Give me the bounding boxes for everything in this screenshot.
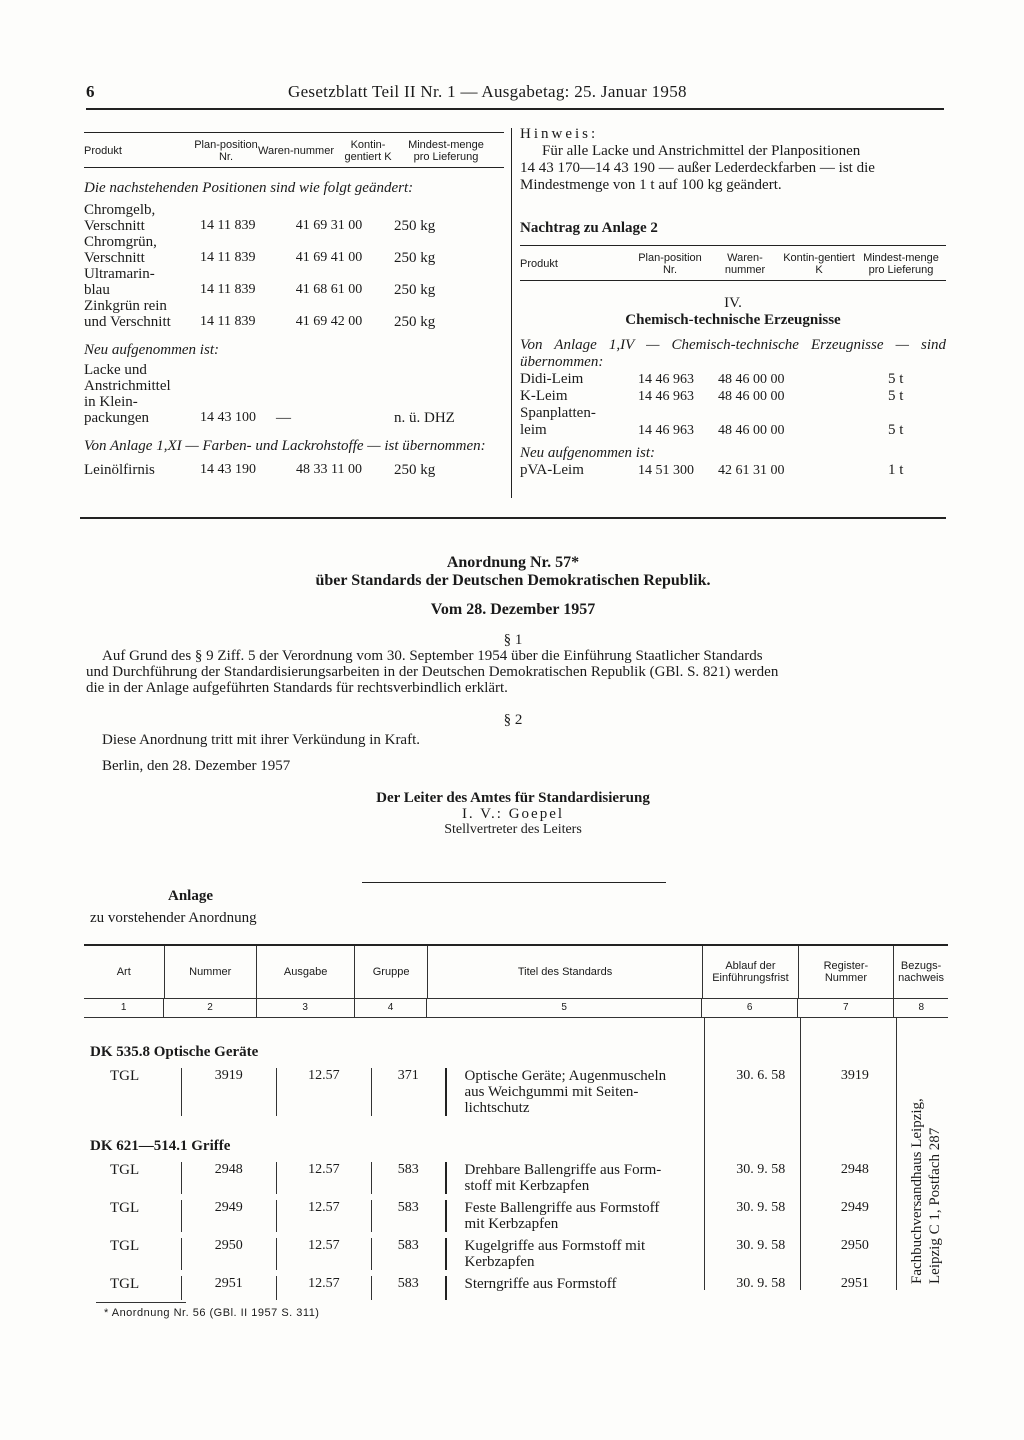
anlage-body	[90, 1044, 902, 1300]
hinweis-line: Mindestmenge von 1 t auf 100 kg geändert.	[520, 177, 782, 193]
ausgabe: 12.57	[277, 1200, 372, 1232]
ablauf: 30. 9. 58	[736, 1276, 786, 1291]
anlage-title: Anlage	[168, 888, 213, 904]
col-warennummer: Waren-nummer	[724, 252, 766, 276]
section-title: Chemisch-technische Erzeugnisse	[625, 312, 841, 328]
mindestmenge: 250 kg	[394, 218, 436, 234]
paragraph-text: Diese Anordnung tritt mit ihrer Verkündung in Kraft.	[102, 732, 421, 748]
titel	[445, 1276, 714, 1300]
waren-nummer: 41 68 61 00	[295, 282, 363, 297]
col-ausgabe: Ausgabe	[257, 946, 355, 998]
mindestmenge: 250 kg	[394, 282, 436, 298]
col-register: Register-Nummer	[799, 946, 894, 998]
col-kontingentiert: Kontin-gentiert K	[344, 139, 392, 163]
anlage-table	[84, 944, 948, 1018]
register-nummer: 2948	[840, 1162, 869, 1177]
col-ablauf: Ablauf der Einführungsfrist	[703, 946, 798, 998]
plan-position: 14 11 839	[200, 218, 256, 233]
page-header	[86, 82, 944, 110]
titel-line: aus Weichgummi mit Seiten-	[464, 1084, 639, 1100]
table-row	[90, 1162, 902, 1194]
ablauf: 30. 9. 58	[736, 1238, 786, 1253]
titel-line: Feste Ballengriffe aus Formstoff	[464, 1200, 660, 1216]
plan-position: 14 43 100	[200, 410, 256, 425]
titel	[445, 1068, 714, 1116]
paragraph-text: Auf Grund des § 9 Ziff. 5 der Verordnung vom 30. September 1954 über die Einführung Staatlicher Standards	[102, 648, 763, 664]
titel-line: Kerbzapfen	[464, 1254, 535, 1270]
col-art: Art	[84, 946, 165, 998]
mindestmenge: 5 t	[888, 388, 904, 404]
column-number: 4	[355, 999, 427, 1017]
ausgabe: 12.57	[277, 1162, 372, 1194]
signature-role: Stellvertreter des Leiters	[444, 822, 582, 837]
titel-line: Optische Geräte; Augenmuscheln	[464, 1068, 667, 1084]
register-nummer: 2951	[840, 1276, 869, 1291]
table-header	[520, 246, 946, 280]
art: TGL	[110, 1162, 140, 1178]
ausgabe: 12.57	[277, 1276, 372, 1300]
product-name: Verschnitt	[84, 218, 145, 234]
plan-position: 14 46 963	[638, 372, 694, 387]
product-name: in Klein-	[84, 394, 138, 410]
col-mindestmenge: Mindest-menge pro Lieferung	[408, 139, 484, 163]
mindestmenge: n. ü. DHZ	[394, 410, 455, 426]
register-nummer: 2949	[840, 1200, 869, 1215]
footnote-rule	[96, 1302, 186, 1303]
table-row	[84, 298, 504, 330]
waren-nummer: 41 69 41 00	[295, 250, 363, 265]
titel	[445, 1162, 714, 1194]
note-changed: Die nachstehenden Positionen sind wie folgt geändert:	[84, 180, 414, 196]
titel-line: Drehbare Ballengriffe aus Form-	[464, 1162, 662, 1178]
waren-nummer: 42 61 31 00	[718, 463, 785, 478]
table-row	[84, 266, 504, 298]
anlage-subtitle: zu vorstehender Anordnung	[90, 910, 257, 926]
product-name: leim	[520, 422, 547, 438]
decree	[80, 554, 946, 838]
right-column	[520, 126, 946, 479]
ausgabe: 12.57	[277, 1238, 372, 1270]
product-name: Anstrichmittel	[84, 378, 171, 394]
mindestmenge: 250 kg	[394, 250, 436, 266]
art: TGL	[110, 1238, 140, 1254]
table-header	[84, 946, 948, 998]
product-name: Chromgelb,	[84, 202, 156, 218]
waren-nummer: 48 46 00 00	[718, 423, 785, 438]
ablauf: 30. 9. 58	[736, 1162, 786, 1177]
titel	[445, 1238, 714, 1270]
place-date: Berlin, den 28. Dezember 1957	[102, 758, 291, 774]
col-produkt: Produkt	[84, 145, 122, 157]
group-title: DK 621—514.1 Griffe	[90, 1138, 231, 1154]
plan-position: 14 46 963	[638, 423, 694, 438]
hinweis-line: Für alle Lacke und Anstrichmittel der Planpositionen	[542, 143, 861, 159]
col-planposition: Plan-position Nr.	[638, 252, 702, 276]
table-row	[90, 1068, 902, 1116]
hinweis-label: Hinweis:	[520, 126, 599, 142]
plan-position: 14 11 839	[200, 250, 256, 265]
mindestmenge: 5 t	[888, 422, 904, 438]
product-name: Didi-Leim	[520, 371, 584, 387]
product-name: pVA-Leim	[520, 462, 584, 478]
table-header-rule	[520, 280, 946, 281]
table-row	[90, 1238, 902, 1270]
nummer: 2948	[181, 1162, 277, 1194]
col-gruppe: Gruppe	[355, 946, 428, 998]
gruppe: 583	[397, 1200, 419, 1215]
waren-nummer: —	[276, 410, 291, 426]
product-name: Chromgrün,	[84, 234, 157, 250]
signature-name: I. V.: Goepel	[461, 806, 565, 822]
decree-date: Vom 28. Dezember 1957	[430, 601, 596, 618]
table-row	[520, 405, 946, 439]
waren-nummer: 48 46 00 00	[718, 372, 785, 387]
plan-position: 14 43 190	[200, 462, 256, 477]
ausgabe: 12.57	[277, 1068, 372, 1116]
gruppe: 583	[397, 1238, 419, 1253]
art: TGL	[110, 1276, 140, 1292]
waren-nummer: 48 33 11 00	[296, 462, 362, 477]
col-produkt: Produkt	[520, 258, 558, 270]
column-number: 1	[84, 999, 164, 1017]
table-row	[90, 1200, 902, 1232]
nummer: 2949	[181, 1200, 277, 1232]
column-number: 2	[164, 999, 256, 1017]
product-name: packungen	[84, 410, 149, 426]
ablauf: 30. 6. 58	[736, 1068, 786, 1083]
bezug-line: Fachbuchversandhaus Leipzig,	[909, 1098, 925, 1284]
col-planposition: Plan-position Nr.	[194, 139, 258, 163]
nummer: 2950	[181, 1238, 277, 1270]
column-number: 6	[702, 999, 798, 1017]
register-nummer: 3919	[840, 1068, 869, 1083]
table-row	[84, 202, 504, 234]
register-nummer: 2950	[840, 1238, 869, 1253]
signature-divider	[362, 882, 666, 883]
art: TGL	[110, 1068, 140, 1084]
page-number: 6	[86, 82, 95, 101]
left-product-table	[84, 132, 504, 478]
waren-nummer: 48 46 00 00	[718, 389, 785, 404]
plan-position: 14 51 300	[638, 463, 694, 478]
decree-title: Anordnung Nr. 57*	[446, 554, 580, 571]
product-name: K-Leim	[520, 388, 568, 404]
waren-nummer: 41 69 31 00	[295, 218, 363, 233]
product-name: Leinölfirnis	[84, 462, 155, 478]
nummer: 3919	[181, 1068, 277, 1116]
footnote: * Anordnung Nr. 56 (GBl. II 1957 S. 311)	[104, 1307, 320, 1319]
gruppe: 583	[397, 1276, 419, 1291]
column-number: 7	[798, 999, 894, 1017]
mindestmenge: 250 kg	[394, 314, 436, 330]
nachtrag-title: Nachtrag zu Anlage 2	[520, 220, 658, 236]
table-row	[520, 371, 946, 388]
bezugsnachweis	[908, 1044, 944, 1284]
column-number: 5	[427, 999, 702, 1017]
paragraph-text: und Durchführung der Standardisierungsarbeiten in der Deutschen Demokratischen Republik (GBl. S. 821) werden	[86, 664, 779, 680]
col-nummer: Nummer	[165, 946, 257, 998]
titel	[445, 1200, 714, 1232]
col-titel: Titel des Standards	[428, 946, 703, 998]
titel-line: Kugelgriffe aus Formstoff mit	[464, 1238, 646, 1254]
paragraph-number: § 1	[503, 632, 523, 648]
mindestmenge: 1 t	[888, 462, 904, 478]
column-number: 3	[257, 999, 355, 1017]
titel-line: stoff mit Kerbzapfen	[464, 1178, 590, 1194]
titel-line: lichtschutz	[464, 1100, 530, 1116]
paragraph-number: § 2	[503, 712, 523, 728]
product-name: Zinkgrün rein	[84, 298, 167, 314]
product-name: Lacke und	[84, 362, 147, 378]
table-row	[84, 234, 504, 266]
product-name: blau	[84, 282, 110, 298]
product-name: Ultramarin-	[84, 266, 155, 282]
column-number: 8	[918, 1002, 924, 1013]
section-number: IV.	[724, 295, 742, 311]
note-new: Neu aufgenommen ist:	[520, 445, 655, 461]
col-mindestmenge: Mindest-menge pro Lieferung	[863, 252, 939, 276]
table-row	[520, 462, 946, 479]
titel-line: mit Kerbzapfen	[464, 1216, 559, 1232]
note-new: Neu aufgenommen ist:	[84, 342, 219, 358]
product-name: und Verschnitt	[84, 314, 171, 330]
plan-position: 14 11 839	[200, 282, 256, 297]
page-title: Gesetzblatt Teil II Nr. 1 — Ausgabetag: 25. Januar 1958	[288, 82, 687, 101]
col-bezug: Bezugs-nachweis	[898, 960, 944, 984]
section-divider	[80, 517, 946, 519]
table-row	[84, 462, 504, 478]
waren-nummer: 41 69 42 00	[295, 314, 363, 329]
plan-position: 14 11 839	[200, 314, 256, 329]
table-row	[520, 388, 946, 405]
mindestmenge: 250 kg	[394, 462, 436, 478]
gruppe: 583	[397, 1162, 419, 1177]
table-row	[84, 362, 504, 426]
mindestmenge: 5 t	[888, 371, 904, 387]
note-from-anlage: Von Anlage 1,IV — Chemisch-technische Erzeugnisse — sind übernommen:	[520, 337, 946, 370]
col-kontingentiert: Kontin-gentiert K	[783, 252, 855, 276]
group-title: DK 535.8 Optische Geräte	[90, 1044, 259, 1060]
hinweis-line: 14 43 170—14 43 190 — außer Lederdeckfarben — ist die	[520, 160, 875, 176]
product-name: Spanplatten-	[520, 405, 596, 421]
plan-position: 14 46 963	[638, 389, 694, 404]
table-row	[90, 1276, 902, 1300]
changed-rows	[84, 202, 504, 330]
titel-line: Sterngriffe aus Formstoff	[464, 1276, 617, 1292]
table-header-rule	[84, 167, 504, 168]
nummer: 2951	[181, 1276, 277, 1300]
col-warennummer: Waren-nummer	[258, 145, 334, 157]
gruppe: 371	[397, 1068, 419, 1083]
bezug-line: Leipzig C 1, Postfach 287	[927, 1127, 943, 1284]
product-name: Verschnitt	[84, 250, 145, 266]
column-numbers	[84, 999, 948, 1017]
table-header	[84, 133, 504, 167]
art: TGL	[110, 1200, 140, 1216]
signature-office: Der Leiter des Amtes für Standardisierung	[376, 790, 650, 806]
note-from-anlage: Von Anlage 1,XI — Farben- und Lackrohstoffe — ist übernommen:	[84, 438, 486, 454]
column-divider	[511, 128, 512, 498]
decree-subtitle: über Standards der Deutschen Demokratischen Republik.	[315, 572, 711, 589]
paragraph-text: die in der Anlage aufgeführten Standards für rechtsverbindlich erklärt.	[86, 680, 508, 696]
ablauf: 30. 9. 58	[736, 1200, 786, 1215]
